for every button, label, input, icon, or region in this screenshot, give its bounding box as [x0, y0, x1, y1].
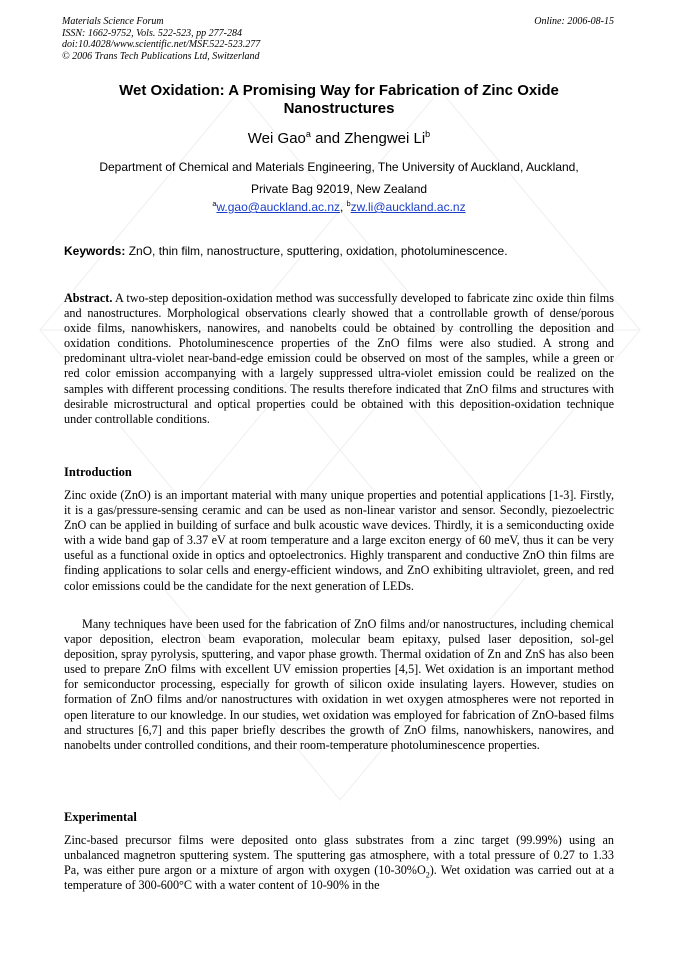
section-heading-introduction: Introduction	[64, 465, 132, 479]
keywords	[64, 244, 614, 258]
author-name: Zhengwei Li	[344, 130, 426, 147]
issn-line: ISSN: 1662-9752, Vols. 522-523, pp 277-284	[62, 27, 242, 39]
affiliation-line: Private Bag 92019, New Zealand	[250, 182, 428, 196]
affiliation-line: Department of Chemical and Materials Engineering, The University of Auckland, Auckland,	[99, 160, 579, 174]
abstract-paragraph	[64, 291, 614, 427]
email-link[interactable]: w.gao@auckland.ac.nz	[216, 200, 340, 214]
affiliation	[64, 156, 614, 200]
author-name: Wei Gao	[247, 130, 306, 147]
paper-title: Wet Oxidation: A Promising Way for Fabrication of Zinc Oxide Nanostructures	[119, 82, 559, 117]
body-paragraph: Zinc oxide (ZnO) is an important material with many unique properties and potential applications [1-3]. Firstly, it is a gas/pressure-sensing ceramic and can be used as non-linear varistor and sensor. Secondly, piezoelectric ZnO can be applied in building of surface and bulk acoustic wave devices. Thirdly, it is a semiconducting oxide with a wide band gap of 3.37 eV at room temperature and a large exciton energy of 60 meV, thus it can be very useful as a functional oxide in optics and optoelectronics. Highly transparent and conductive ZnO thin films are finding applications to solar cells and energy-efficient windows, and ZnO exhibiting ultraviolet, green, and red color emissions could be the candidate for the next generation of LEDs.	[64, 488, 614, 593]
body-paragraph: Many techniques have been used for the fabrication of ZnO films and/or nanostructures, including chemical vapor deposition, electron beam evaporation, molecular beam epitaxy, pulsed laser deposition, sol-gel deposition, spray pyrolysis, sputtering, and vapor phase growth. Thermal oxidation of Zn and ZnS has also been used to prepare ZnO films with excellent UV emission properties [4,5]. Wet oxidation is an important method for semiconductor processing, especially for growth of silicon oxide insulating layers. However, studies on formation of ZnO films and/or nanostructures with oxidation in wet oxygen atmospheres were not reported in open literature to our knowledge. In our studies, wet oxidation was employed for fabrication of ZnO-based films and structures [6,7] and this paper briefly describes the growth of ZnO films, nanowhiskers, nanowires, and nanobelts under controlled conditions, and their room-temperature photoluminescence properties.	[64, 617, 614, 752]
section-heading-experimental: Experimental	[64, 810, 137, 824]
author-superscript: b	[425, 129, 431, 139]
abstract-text: A two-step deposition-oxidation method was successfully developed to fabricate zinc oxide thin films and nanostructures. Morphological observations clearly showed that a controllable growth of dense/porous oxide films, nanowhiskers, nanowires, and nanobelts could be obtained by controlling the deposition and oxidation conditions. Photoluminescence properties of the ZnO films were also studied. A strong and predominant ultra-violet near-band-edge emission could be observed on most of the samples, while a green or red color emission accompanying with a largely suppressed ultra-violet emission could be realized on the samples with different processing conditions. The results therefore indicated that ZnO films and structures with desirable microstructural and optical properties could be obtained with this deposition-oxidation technique under controllable conditions.	[64, 291, 614, 426]
copyright-line: © 2006 Trans Tech Publications Ltd, Switzerland	[62, 50, 260, 62]
keywords-text: ZnO, thin film, nanostructure, sputtering, oxidation, photoluminescence.	[125, 244, 508, 258]
keywords-label: Keywords:	[64, 244, 126, 258]
email-superscript: b	[346, 199, 351, 208]
journal-header	[62, 16, 260, 62]
abstract-label: Abstract.	[64, 291, 113, 305]
doi-line: doi:10.4028/www.scientific.net/MSF.522-523.277	[62, 39, 261, 50]
author-conjunction: and	[310, 130, 345, 147]
author-line	[64, 130, 614, 147]
body-text: ). Wet oxidation was carried out at a temperature of 300-600°C with a water content of 10-90% in the	[64, 863, 614, 893]
online-date: Online: 2006-08-15	[534, 16, 614, 27]
email-link[interactable]: zw.li@auckland.ac.nz	[350, 200, 466, 214]
journal-name: Materials Science Forum	[62, 16, 164, 27]
email-superscript: a	[212, 199, 217, 208]
subscript: 2	[425, 870, 430, 880]
email-separator: ,	[340, 200, 347, 214]
body-text: Zinc-based precursor films were deposited onto glass substrates from a zinc target (99.99%) using an unbalanced magnetron sputtering system. The sputtering gas atmosphere, with a total pressure of 0.27 to 1.33 Pa, was either pure argon or a mixture of argon with oxygen (10-30%O	[64, 833, 614, 878]
email-line	[64, 200, 614, 214]
author-superscript: a	[305, 129, 311, 139]
body-paragraph	[64, 833, 614, 893]
